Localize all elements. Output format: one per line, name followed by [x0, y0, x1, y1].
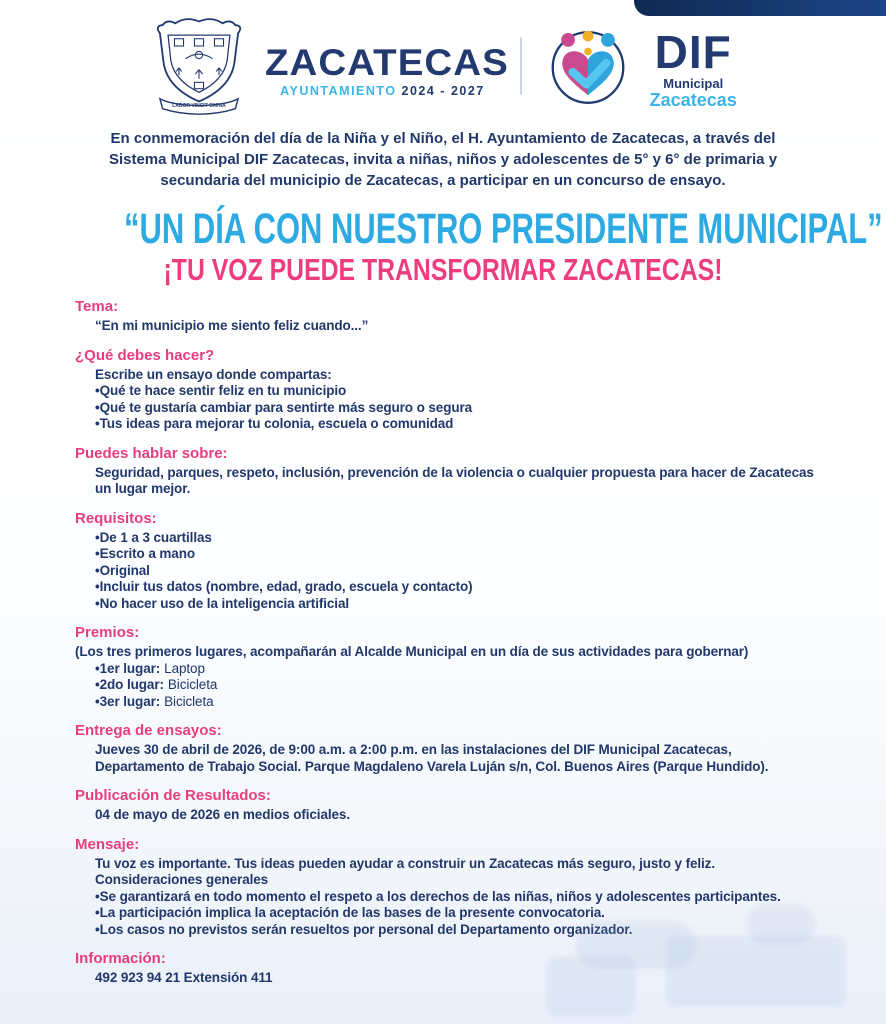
section-heading: Entrega de ensayos: [75, 722, 222, 740]
section-heading: Información: [75, 950, 166, 968]
section-publicacion [75, 788, 816, 824]
watermark-shape [546, 956, 636, 1016]
bullet-item: •La participación implica la aceptación de las bases de la presente convocatoria. [95, 905, 605, 921]
prize-value: Bicicleta [167, 677, 218, 693]
section-text: 04 de mayo de 2026 en medios oficiales. [95, 807, 350, 823]
prize-label: •2do lugar: [95, 677, 164, 693]
section-premios [75, 625, 816, 710]
wordmark-subtext [265, 84, 499, 98]
dif-heart-icon [542, 26, 634, 106]
header-divider [520, 37, 522, 95]
prize-label: •1er lugar: [95, 660, 161, 676]
prize-value: Bicicleta [164, 693, 214, 709]
intro-paragraph: En conmemoración del día de la Niña y el Niño, el H. Ayuntamiento de Zacatecas, a través del Sistema Municipal DIF Zacatecas, invita a niñas, niños y adolescentes de 5° y 6° de primaria y secundaria del municipio de Zacatecas, a participar en un concurso de ensayo. [108, 130, 778, 189]
dif-municipal-label: Municipal [663, 76, 724, 91]
bullet-item: •Escrito a mano [95, 546, 196, 562]
watermark-shape [746, 904, 816, 944]
section-entrega [75, 723, 816, 775]
section-heading: Premios: [75, 624, 140, 642]
section-requisitos [75, 511, 816, 613]
wordmark-text: ZACATECAS [265, 42, 510, 83]
section-text: Jueves 30 de abril de 2026, de 9:00 a.m. a 2:00 p.m. en las instalaciones del DIF Municipal Zacatecas, Departamento de Trabajo Social. Parque Magdaleno Varela Luján s/n, Col. Buenos Aires (Parque Hundido). [95, 742, 769, 774]
page-title: “UN DÍA CON NUESTRO PRESIDENTE MUNICIPAL” [124, 205, 883, 253]
bullet-item: •Se garantizará en todo momento el respeto a los derechos de las niñas, niños y adolescentes participantes. [95, 888, 781, 904]
prizes-note: (Los tres primeros lugares, acompañarán al Alcalde Municipal en un día de sus actividades para gobernar) [75, 644, 749, 660]
bullet-item: •Tus ideas para mejorar tu colonia, escuela o comunidad [95, 416, 454, 432]
section-tema [75, 299, 816, 335]
section-heading: Mensaje: [75, 835, 140, 853]
section-que-hacer [75, 348, 816, 433]
coat-of-arms-motto: LABOR VINCIT OMNIA [172, 102, 227, 109]
page-subtitle: ¡TU VOZ PUEDE TRANSFORMAR ZACATECAS! [163, 252, 723, 288]
phone-number: 492 923 94 21 Extensión 411 [95, 970, 273, 986]
prize-value: Laptop [164, 660, 205, 676]
bullet-item: •Qué te gustaría cambiar para sentirte más seguro o segura [95, 399, 473, 415]
bullet-item: •Original [95, 562, 150, 578]
prize-item [75, 677, 816, 694]
section-text: Escribe un ensayo donde compartas: [95, 366, 332, 382]
bullet-item: •No hacer uso de la inteligencia artificial [95, 595, 350, 611]
coat-of-arms-icon [149, 14, 249, 118]
section-heading: ¿Qué debes hacer? [75, 346, 215, 364]
bullet-item: •Qué te hace sentir feliz en tu municipio [95, 383, 347, 399]
section-text: Seguridad, parques, respeto, inclusión, prevención de la violencia o cualquier propuesta para hacer de Zacatecas un lugar mejor. [95, 464, 814, 497]
term-years: 2024 - 2027 [401, 84, 485, 98]
sections [0, 287, 886, 987]
prize-item [75, 694, 816, 711]
header [0, 0, 886, 116]
section-heading: Puedes hablar sobre: [75, 444, 228, 462]
section-heading: Requisitos: [75, 509, 157, 527]
prize-label: •3er lugar: [95, 693, 161, 709]
section-mensaje [75, 837, 816, 939]
zacatecas-wordmark [265, 42, 510, 98]
dif-title: DIF [654, 26, 732, 78]
section-heading: Publicación de Resultados: [75, 787, 271, 805]
dif-logo-text [649, 26, 737, 110]
dif-zacatecas-label: Zacatecas [649, 90, 737, 110]
prize-item [75, 661, 816, 678]
section-heading: Tema: [75, 298, 119, 316]
ayuntamiento-label: AYUNTAMIENTO [280, 84, 397, 98]
section-hablar [75, 446, 816, 498]
section-text: “En mi municipio me siento feliz cuando...” [95, 318, 369, 334]
bullet-item: •Incluir tus datos (nombre, edad, grado, escuela y contacto) [95, 579, 473, 595]
bullet-item: •De 1 a 3 cuartillas [95, 529, 212, 545]
section-text: Tu voz es importante. Tus ideas pueden ayudar a construir un Zacatecas más seguro, justo y feliz. [95, 855, 715, 871]
section-text: Consideraciones generales [95, 872, 269, 888]
bullet-item: •Los casos no previstos serán resueltos por personal del Departamento organizador. [95, 921, 633, 937]
